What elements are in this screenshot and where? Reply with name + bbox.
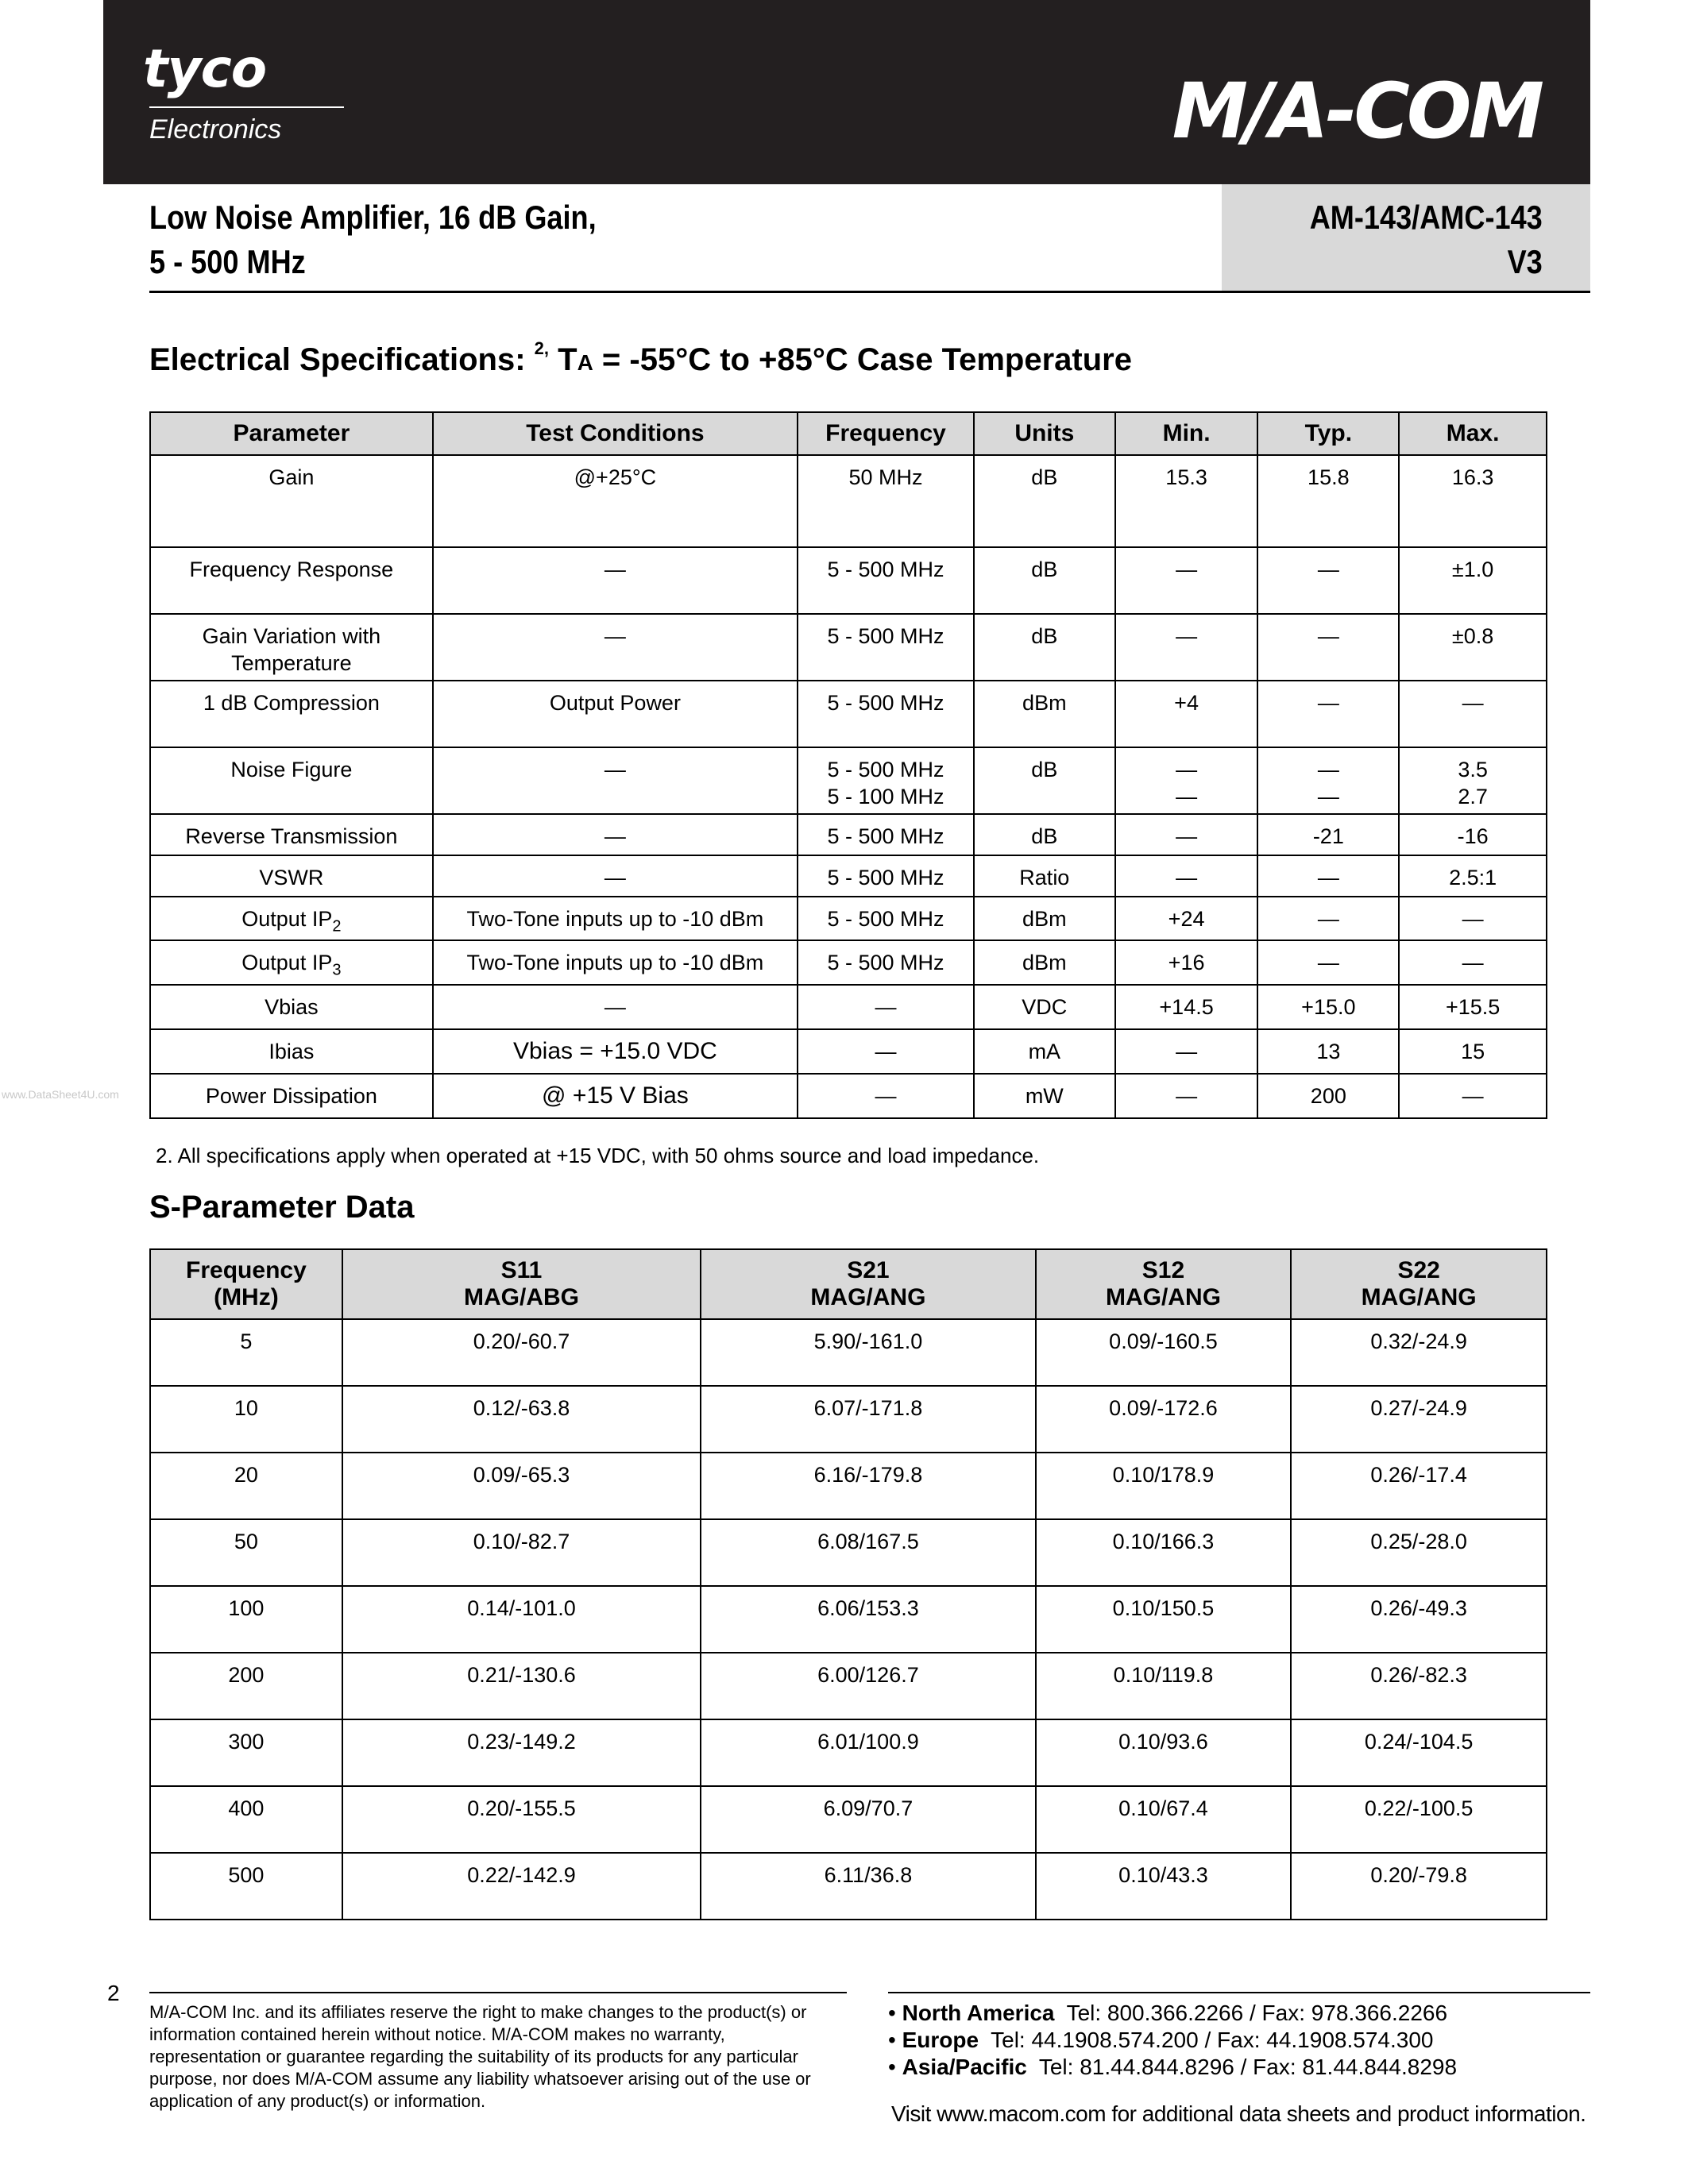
- typ-cell: —: [1257, 897, 1399, 940]
- s22-cell: 0.22/-100.5: [1291, 1786, 1547, 1853]
- part-number: AM-143/AMC-143: [1309, 199, 1543, 236]
- macom-logo: M/A-COM: [1172, 67, 1541, 156]
- cond-cell: @ +15 V Bias: [433, 1074, 798, 1118]
- s21-cell: 6.16/-179.8: [701, 1453, 1035, 1519]
- units-cell: dBm: [974, 681, 1115, 747]
- s11-cell: 0.21/-130.6: [342, 1653, 701, 1719]
- param-cell: Reverse Transmission: [150, 814, 433, 855]
- freq-cell: 100: [150, 1586, 342, 1653]
- cond-cell: —: [433, 747, 798, 814]
- max-cell: —: [1399, 681, 1547, 747]
- min-cell: —: [1115, 814, 1258, 855]
- table-row: [150, 681, 1547, 747]
- min-cell: 15.3: [1115, 455, 1258, 547]
- freq-cell: 500: [150, 1853, 342, 1920]
- contact-info: Tel: 81.44.844.8296 / Fax: 81.44.844.8298: [1038, 2055, 1458, 2079]
- typ-cell: -21: [1257, 814, 1399, 855]
- units-cell: dB: [974, 747, 1115, 814]
- s11-cell: 0.10/-82.7: [342, 1519, 701, 1586]
- s12-cell: 0.10/119.8: [1036, 1653, 1292, 1719]
- column-header: [1291, 1249, 1547, 1319]
- s12-cell: 0.10/178.9: [1036, 1453, 1292, 1519]
- table-row: [150, 455, 1547, 547]
- column-header: Min.: [1115, 412, 1258, 455]
- product-title-line2: 5 - 500 MHz: [149, 243, 306, 280]
- param-cell: Noise Figure: [150, 747, 433, 814]
- min-cell: —: [1115, 855, 1258, 897]
- table-row: [150, 1453, 1547, 1519]
- s12-cell: 0.10/43.3: [1036, 1853, 1292, 1920]
- contact-item: • North America Tel: 800.366.2266 / Fax: 978.366.2266: [888, 2001, 1448, 2025]
- typ-cell: 200: [1257, 1074, 1399, 1118]
- table-row: [150, 855, 1547, 897]
- product-title: [149, 195, 597, 284]
- max-cell: ±1.0: [1399, 547, 1547, 614]
- table-header-row: [150, 412, 1547, 455]
- param-text: Output IP: [241, 907, 333, 931]
- part-number-box: [1222, 184, 1590, 291]
- column-header-line: MAG/ANG: [1105, 1284, 1221, 1310]
- param-cell: Vbias: [150, 985, 433, 1029]
- s22-cell: 0.25/-28.0: [1291, 1519, 1547, 1586]
- min-cell: +24: [1115, 897, 1258, 940]
- column-header: Units: [974, 412, 1115, 455]
- table-row: [150, 814, 1547, 855]
- contact-item: • Europe Tel: 44.1908.574.200 / Fax: 44.1908.574.300: [888, 2028, 1434, 2052]
- footnote-ref: 2,: [534, 338, 549, 358]
- title-divider: [149, 291, 1590, 293]
- cond-cell: —: [433, 855, 798, 897]
- typ-cell: —: [1257, 547, 1399, 614]
- column-header-line: S21: [847, 1257, 890, 1283]
- table-row: [150, 1719, 1547, 1786]
- contact-region: Asia/Pacific: [902, 2055, 1027, 2079]
- table-row: [150, 940, 1547, 984]
- s21-cell: 6.06/153.3: [701, 1586, 1035, 1653]
- table-row: [150, 614, 1547, 681]
- s11-cell: 0.14/-101.0: [342, 1586, 701, 1653]
- max-cell: [1399, 747, 1547, 814]
- s12-cell: 0.09/-172.6: [1036, 1386, 1292, 1453]
- column-header-line: MAG/ANG: [1361, 1284, 1477, 1310]
- freq-cell: 5 - 500 MHz: [798, 681, 974, 747]
- table-row: [150, 985, 1547, 1029]
- freq-cell: 5 - 500 MHz: [798, 614, 974, 681]
- freq-line: 5 - 500 MHz: [827, 758, 944, 781]
- freq-cell: 50 MHz: [798, 455, 974, 547]
- units-cell: mA: [974, 1029, 1115, 1074]
- freq-cell: —: [798, 985, 974, 1029]
- s11-cell: 0.20/-60.7: [342, 1319, 701, 1386]
- column-header-line: S11: [500, 1257, 543, 1283]
- cond-cell: —: [433, 547, 798, 614]
- units-cell: dB: [974, 614, 1115, 681]
- cond-cell: Output Power: [433, 681, 798, 747]
- table-row: [150, 547, 1547, 614]
- units-cell: mW: [974, 1074, 1115, 1118]
- freq-cell: 5 - 500 MHz: [798, 814, 974, 855]
- freq-cell: 400: [150, 1786, 342, 1853]
- table-row: [150, 1653, 1547, 1719]
- param-cell: Frequency Response: [150, 547, 433, 614]
- table-row: [150, 1319, 1547, 1386]
- param-cell: Gain Variation with Temperature: [150, 614, 433, 681]
- max-cell: 15: [1399, 1029, 1547, 1074]
- min-cell: —: [1115, 547, 1258, 614]
- table-row: [150, 897, 1547, 940]
- freq-cell: 300: [150, 1719, 342, 1786]
- contact-item: • Asia/Pacific Tel: 81.44.844.8296 / Fax: 81.44.844.8298: [888, 2055, 1458, 2079]
- table-header-row: [150, 1249, 1547, 1319]
- sparam-table: [149, 1248, 1547, 1920]
- s12-cell: 0.10/166.3: [1036, 1519, 1292, 1586]
- watermark: www.DataSheet4U.com: [2, 1088, 119, 1101]
- max-line: 2.7: [1458, 785, 1488, 808]
- typ-line: —: [1317, 758, 1339, 781]
- s21-cell: 6.01/100.9: [701, 1719, 1035, 1786]
- max-line: 3.5: [1458, 758, 1488, 781]
- s22-cell: 0.27/-24.9: [1291, 1386, 1547, 1453]
- column-header-line: (MHz): [214, 1284, 279, 1310]
- units-cell: Ratio: [974, 855, 1115, 897]
- units-cell: dBm: [974, 940, 1115, 984]
- min-cell: —: [1115, 614, 1258, 681]
- max-cell: 2.5:1: [1399, 855, 1547, 897]
- typ-cell: 15.8: [1257, 455, 1399, 547]
- freq-cell: —: [798, 1074, 974, 1118]
- units-cell: dBm: [974, 897, 1115, 940]
- max-cell: +15.5: [1399, 985, 1547, 1029]
- tyco-logo-rule: [149, 106, 344, 108]
- s21-cell: 6.07/-171.8: [701, 1386, 1035, 1453]
- temp-range: = -55°C to +85°C Case Temperature: [593, 342, 1132, 377]
- typ-line: —: [1317, 785, 1339, 808]
- max-cell: 16.3: [1399, 455, 1547, 547]
- column-header: [342, 1249, 701, 1319]
- freq-cell: 5 - 500 MHz: [798, 940, 974, 984]
- column-header: Typ.: [1257, 412, 1399, 455]
- param-cell: Ibias: [150, 1029, 433, 1074]
- column-header: [701, 1249, 1035, 1319]
- column-header: Test Conditions: [433, 412, 798, 455]
- s21-cell: 6.09/70.7: [701, 1786, 1035, 1853]
- spec-footnote: 2. All specifications apply when operated at +15 VDC, with 50 ohms source and load impedance.: [156, 1144, 1040, 1167]
- s22-cell: 0.26/-82.3: [1291, 1653, 1547, 1719]
- contact-region: Europe: [902, 2028, 979, 2052]
- freq-cell: 200: [150, 1653, 342, 1719]
- units-cell: dB: [974, 547, 1115, 614]
- table-row: [150, 1386, 1547, 1453]
- cond-cell: Two-Tone inputs up to -10 dBm: [433, 940, 798, 984]
- min-cell: +14.5: [1115, 985, 1258, 1029]
- column-header-line: Frequency: [186, 1257, 307, 1283]
- units-cell: VDC: [974, 985, 1115, 1029]
- min-line: —: [1176, 785, 1198, 808]
- tyco-logo-subtitle: Electronics: [149, 114, 282, 145]
- s11-cell: 0.23/-149.2: [342, 1719, 701, 1786]
- s12-cell: 0.10/93.6: [1036, 1719, 1292, 1786]
- cond-cell: Two-Tone inputs up to -10 dBm: [433, 897, 798, 940]
- cond-cell: —: [433, 985, 798, 1029]
- param-cell: [150, 897, 433, 940]
- table-row: [150, 1519, 1547, 1586]
- s22-cell: 0.24/-104.5: [1291, 1719, 1547, 1786]
- freq-cell: 5 - 500 MHz: [798, 547, 974, 614]
- s22-cell: 0.26/-17.4: [1291, 1453, 1547, 1519]
- max-cell: -16: [1399, 814, 1547, 855]
- table-row: [150, 1029, 1547, 1074]
- param-cell: VSWR: [150, 855, 433, 897]
- cond-cell: —: [433, 814, 798, 855]
- part-number-block: [1310, 195, 1543, 284]
- column-header-line: MAG/ABG: [464, 1284, 579, 1310]
- contact-list: [888, 2000, 1457, 2081]
- min-cell: +16: [1115, 940, 1258, 984]
- s21-cell: 6.08/167.5: [701, 1519, 1035, 1586]
- max-cell: —: [1399, 897, 1547, 940]
- freq-cell: 10: [150, 1386, 342, 1453]
- s22-cell: 0.32/-24.9: [1291, 1319, 1547, 1386]
- typ-cell: —: [1257, 940, 1399, 984]
- s11-cell: 0.22/-142.9: [342, 1853, 701, 1920]
- max-cell: —: [1399, 1074, 1547, 1118]
- freq-cell: 20: [150, 1453, 342, 1519]
- min-cell: [1115, 747, 1258, 814]
- website-note: Visit www.macom.com for additional data sheets and product information.: [891, 2101, 1586, 2126]
- param-cell: [150, 940, 433, 984]
- table-row: [150, 1074, 1547, 1118]
- typ-cell: [1257, 747, 1399, 814]
- typ-cell: —: [1257, 614, 1399, 681]
- contact-info: Tel: 44.1908.574.200 / Fax: 44.1908.574.300: [991, 2028, 1434, 2052]
- cond-cell: Vbias = +15.0 VDC: [433, 1029, 798, 1074]
- s11-cell: 0.12/-63.8: [342, 1386, 701, 1453]
- s21-cell: 5.90/-161.0: [701, 1319, 1035, 1386]
- param-sub: 2: [332, 917, 342, 936]
- column-header-line: MAG/ANG: [810, 1284, 926, 1310]
- typ-cell: —: [1257, 681, 1399, 747]
- table-row: [150, 1853, 1547, 1920]
- param-sub: 3: [332, 961, 342, 979]
- param-text: Output IP: [241, 951, 333, 975]
- table-row: [150, 1586, 1547, 1653]
- freq-cell: 5 - 500 MHz: [798, 897, 974, 940]
- footer-divider-right: [888, 1992, 1590, 1993]
- footer-divider-left: [149, 1992, 847, 1993]
- max-cell: ±0.8: [1399, 614, 1547, 681]
- electrical-specs-table: [149, 411, 1547, 1119]
- column-header-line: S22: [1397, 1257, 1440, 1283]
- s12-cell: 0.09/-160.5: [1036, 1319, 1292, 1386]
- freq-cell: 50: [150, 1519, 342, 1586]
- units-cell: dB: [974, 455, 1115, 547]
- version: V3: [1507, 243, 1543, 280]
- typ-cell: 13: [1257, 1029, 1399, 1074]
- column-header: Frequency: [798, 412, 974, 455]
- column-header: [1036, 1249, 1292, 1319]
- param-cell: 1 dB Compression: [150, 681, 433, 747]
- product-title-line1: Low Noise Amplifier, 16 dB Gain,: [149, 199, 597, 236]
- contact-region: North America: [902, 2001, 1055, 2025]
- table-row: [150, 1786, 1547, 1853]
- cond-cell: @+25°C: [433, 455, 798, 547]
- s22-cell: 0.26/-49.3: [1291, 1586, 1547, 1653]
- cond-cell: —: [433, 614, 798, 681]
- min-cell: +4: [1115, 681, 1258, 747]
- column-header-line: S12: [1141, 1257, 1185, 1283]
- electrical-specs-heading: [149, 340, 1132, 376]
- column-header: Max.: [1399, 412, 1547, 455]
- freq-cell: —: [798, 1029, 974, 1074]
- max-cell: —: [1399, 940, 1547, 984]
- s21-cell: 6.00/126.7: [701, 1653, 1035, 1719]
- units-cell: dB: [974, 814, 1115, 855]
- param-cell: Power Dissipation: [150, 1074, 433, 1118]
- s11-cell: 0.09/-65.3: [342, 1453, 701, 1519]
- table-row: [150, 747, 1547, 814]
- s21-cell: 6.11/36.8: [701, 1853, 1035, 1920]
- min-cell: —: [1115, 1074, 1258, 1118]
- tyco-logo: tyco: [143, 38, 267, 99]
- electrical-heading-text: Electrical Specifications:: [149, 342, 526, 377]
- disclaimer: M/A-COM Inc. and its affiliates reserve the right to make changes to the product(s) or information contained herein without notice. M/A-COM makes no warranty, representation or guarantee regarding the suitability of its products for any particular purpose, nor does M/A-COM assume any liability whatsoever arising out of the use or application of any product(s) or information.: [149, 2002, 811, 2111]
- min-line: —: [1176, 758, 1198, 781]
- s22-cell: 0.20/-79.8: [1291, 1853, 1547, 1920]
- temp-t: T: [558, 342, 577, 377]
- page-number: 2: [107, 1981, 120, 2005]
- s12-cell: 0.10/150.5: [1036, 1586, 1292, 1653]
- s11-cell: 0.20/-155.5: [342, 1786, 701, 1853]
- freq-cell: 5: [150, 1319, 342, 1386]
- typ-cell: +15.0: [1257, 985, 1399, 1029]
- s12-cell: 0.10/67.4: [1036, 1786, 1292, 1853]
- freq-cell: [798, 747, 974, 814]
- min-cell: —: [1115, 1029, 1258, 1074]
- temp-sub: A: [577, 350, 593, 375]
- column-header: Parameter: [150, 412, 433, 455]
- freq-cell: 5 - 500 MHz: [798, 855, 974, 897]
- sparam-heading: S-Parameter Data: [149, 1190, 415, 1225]
- contact-info: Tel: 800.366.2266 / Fax: 978.366.2266: [1066, 2001, 1448, 2025]
- freq-line: 5 - 100 MHz: [827, 785, 944, 808]
- typ-cell: —: [1257, 855, 1399, 897]
- param-cell: Gain: [150, 455, 433, 547]
- column-header: [150, 1249, 342, 1319]
